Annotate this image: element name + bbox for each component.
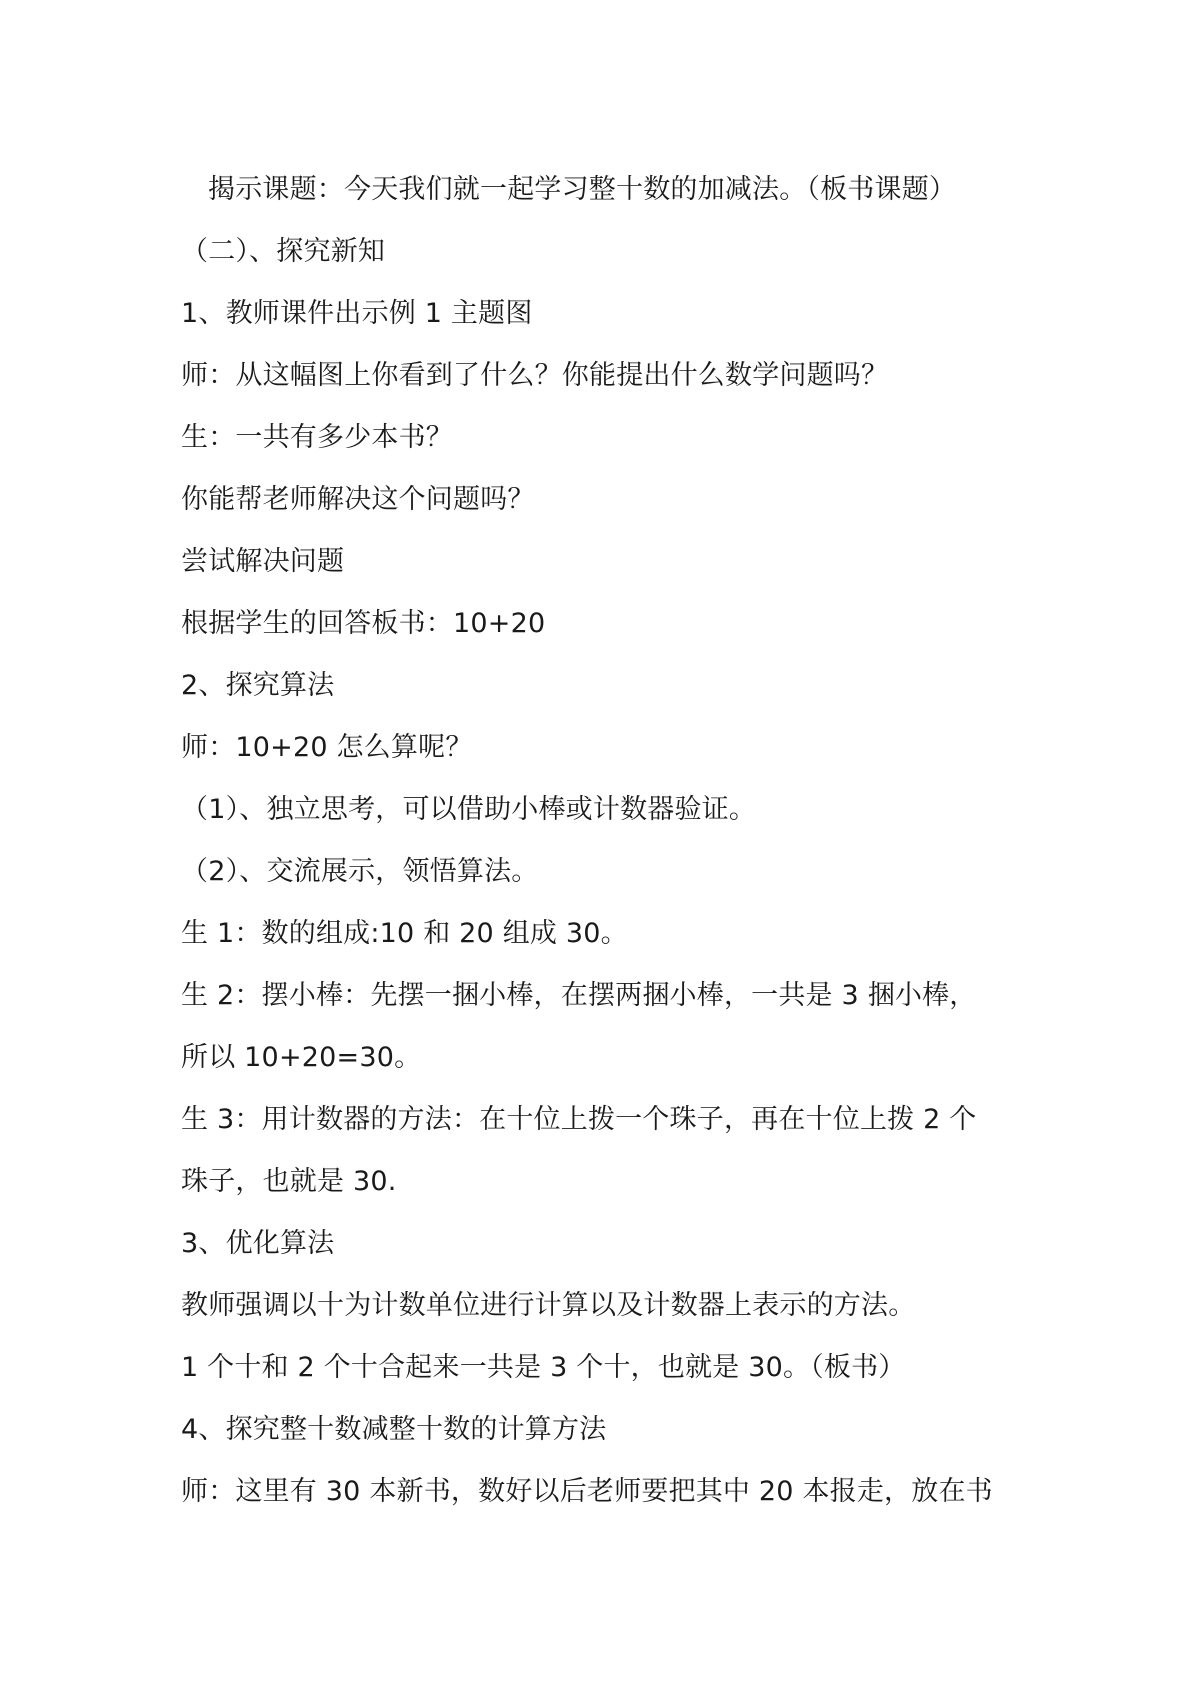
student-2-continued-line: 所以 10+20=30。 xyxy=(181,1042,422,1073)
student-3-line: 生 3：用计数器的方法：在十位上拨一个珠子，再在十位上拨 2 个 xyxy=(181,1104,977,1135)
step-2-heading: 2、探究算法 xyxy=(181,670,335,701)
teacher-emphasis-line: 教师强调以十为计数单位进行计算以及计数器上表示的方法。 xyxy=(181,1290,916,1321)
try-solve-line: 尝试解决问题 xyxy=(181,546,345,577)
step-3-heading: 3、优化算法 xyxy=(181,1228,335,1259)
substep-2-line: （2）、交流展示，领悟算法。 xyxy=(181,856,539,887)
help-teacher-line: 你能帮老师解决这个问题吗？ xyxy=(181,484,535,515)
step-1-heading: 1、教师课件出示例 1 主题图 xyxy=(181,298,533,329)
tens-summary-line: 1 个十和 2 个十合起来一共是 3 个十，也就是 30。（板书） xyxy=(181,1352,906,1383)
topic-reveal-line: 揭示课题：今天我们就一起学习整十数的加减法。（板书课题） xyxy=(208,174,957,205)
board-writing-line: 根据学生的回答板书：10+20 xyxy=(181,608,546,639)
teacher-question-line: 师：从这幅图上你看到了什么？你能提出什么数学问题吗？ xyxy=(181,360,889,391)
student-3-continued-line: 珠子，也就是 30. xyxy=(181,1166,397,1197)
teacher-how-line: 师：10+20 怎么算呢？ xyxy=(181,732,473,763)
substep-1-line: （1）、独立思考，可以借助小棒或计数器验证。 xyxy=(181,794,757,825)
student-2-line: 生 2：摆小棒：先摆一捆小棒，在摆两捆小棒，一共是 3 捆小棒， xyxy=(181,980,977,1011)
section-heading-explore: （二）、探究新知 xyxy=(181,236,386,267)
student-question-line: 生：一共有多少本书？ xyxy=(181,422,453,453)
student-1-line: 生 1：数的组成:10 和 20 组成 30。 xyxy=(181,918,628,949)
teacher-new-books-line: 师：这里有 30 本新书，数好以后老师要把其中 20 本报走，放在书 xyxy=(181,1476,993,1507)
step-4-heading: 4、探究整十数减整十数的计算方法 xyxy=(181,1414,607,1445)
